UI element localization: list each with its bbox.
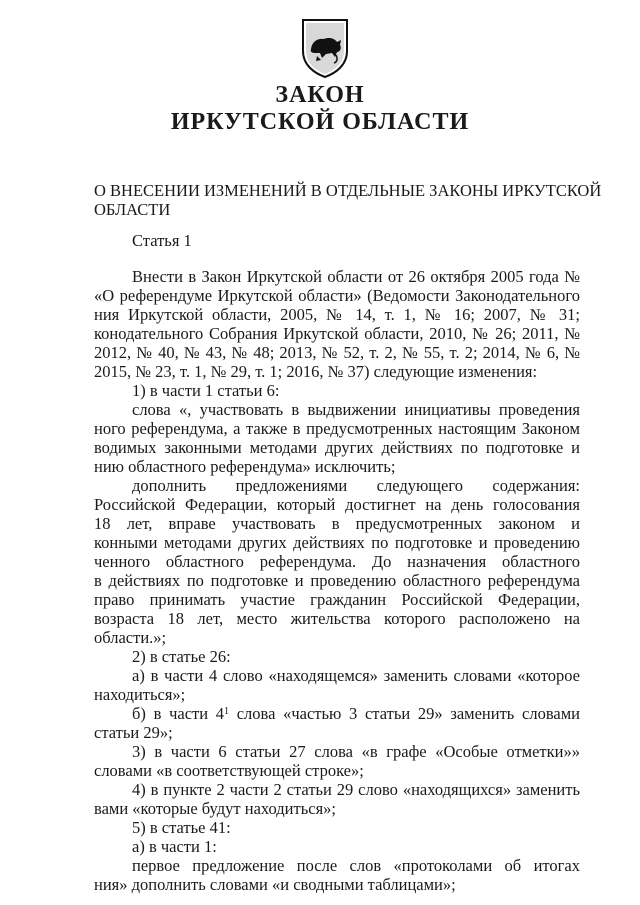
body-line: слова «, участвовать в выдвижении инициативы проведения <box>132 400 580 419</box>
body-line: словами «в соответствующей строке»; <box>94 761 364 780</box>
body-line: дополнить предложениями следующего содержания: <box>132 476 580 495</box>
body-line: 3) в части 6 статьи 27 слова «в графе «Особые отметки»» <box>132 742 580 761</box>
subtitle-line: ОБЛАСТИ <box>94 200 171 219</box>
body-line: водимых законными методами других действиях по подготовке и <box>94 438 580 457</box>
subtitle-line: О ВНЕСЕНИИ ИЗМЕНЕНИЙ В ОТДЕЛЬНЫЕ ЗАКОНЫ ИРКУТСКОЙ <box>94 181 602 200</box>
superscript: 1 <box>224 706 229 717</box>
body-line: нию областного референдума» исключить; <box>94 457 396 476</box>
body-line: а) в части 4 слово «находящемся» заменить словами «которое <box>132 666 580 685</box>
body-line: находиться»; <box>94 685 186 704</box>
body-line <box>94 704 580 723</box>
law-title: ЗАКОН <box>275 82 365 108</box>
body-line-part: б) в части 4 <box>132 704 224 723</box>
body-line: а) в части 1: <box>132 837 217 856</box>
body-line: 4) в пункте 2 части 2 статьи 29 слово «находящихся» заменить <box>132 780 580 799</box>
body-line-part: слова «частью 3 статьи 29» заменить словами <box>236 704 580 723</box>
body-line: ного референдума, а также в предусмотренных настоящим Законом <box>94 419 580 438</box>
body-line: 2015, № 23, т. 1, № 29, т. 1; 2016, № 37) следующие изменения: <box>94 362 538 381</box>
body-line: ченного областного референдума. До назначения областного <box>94 552 580 571</box>
body-line: ния» дополнить словами «и сводными таблицами»; <box>94 875 456 894</box>
law-region: ИРКУТСКОЙ ОБЛАСТИ <box>170 109 470 135</box>
body-line: первое предложение после слов «протоколами об итогах <box>132 856 580 875</box>
document-subtitle <box>94 181 602 219</box>
body-line: в действиях по подготовке и проведению областного референдума <box>94 571 580 590</box>
body-line: 5) в статье 41: <box>132 818 231 837</box>
body-line: 18 лет, вправе участвовать в предусмотренных законом и <box>94 514 580 533</box>
article-heading: Статья 1 <box>132 231 192 250</box>
body-line: Внести в Закон Иркутской области от 26 октября 2005 года № <box>132 267 580 286</box>
body-line: вами «которые будут находиться»; <box>94 799 336 818</box>
body-line: области.»; <box>94 628 167 647</box>
body-line: 2012, № 40, № 43, № 48; 2013, № 52, т. 2, № 55, т. 2; 2014, № 6, № <box>94 343 580 362</box>
coat-of-arms-icon <box>300 17 350 79</box>
body-line: «О референдуме Иркутской области» (Ведомости Законодательного <box>94 286 580 305</box>
article-body <box>94 267 580 894</box>
body-line: право принимать участие гражданин Российской Федерации, <box>94 590 580 609</box>
body-line: Российской Федерации, который достигнет на день голосования <box>94 495 580 514</box>
body-line: статьи 29»; <box>94 723 173 742</box>
body-line: 2) в статье 26: <box>132 647 231 666</box>
body-line: ния Иркутской области, 2005, № 14, т. 1, № 16; 2007, № 31; <box>94 305 580 324</box>
body-line: 1) в части 1 статьи 6: <box>132 381 280 400</box>
body-line: конодательного Собрания Иркутской области, 2010, № 26; 2011, № <box>94 324 580 343</box>
body-line: возраста 18 лет, место жительства которого расположено на <box>94 609 580 628</box>
body-line: конными методами других действиях по подготовке и проведению <box>94 533 580 552</box>
